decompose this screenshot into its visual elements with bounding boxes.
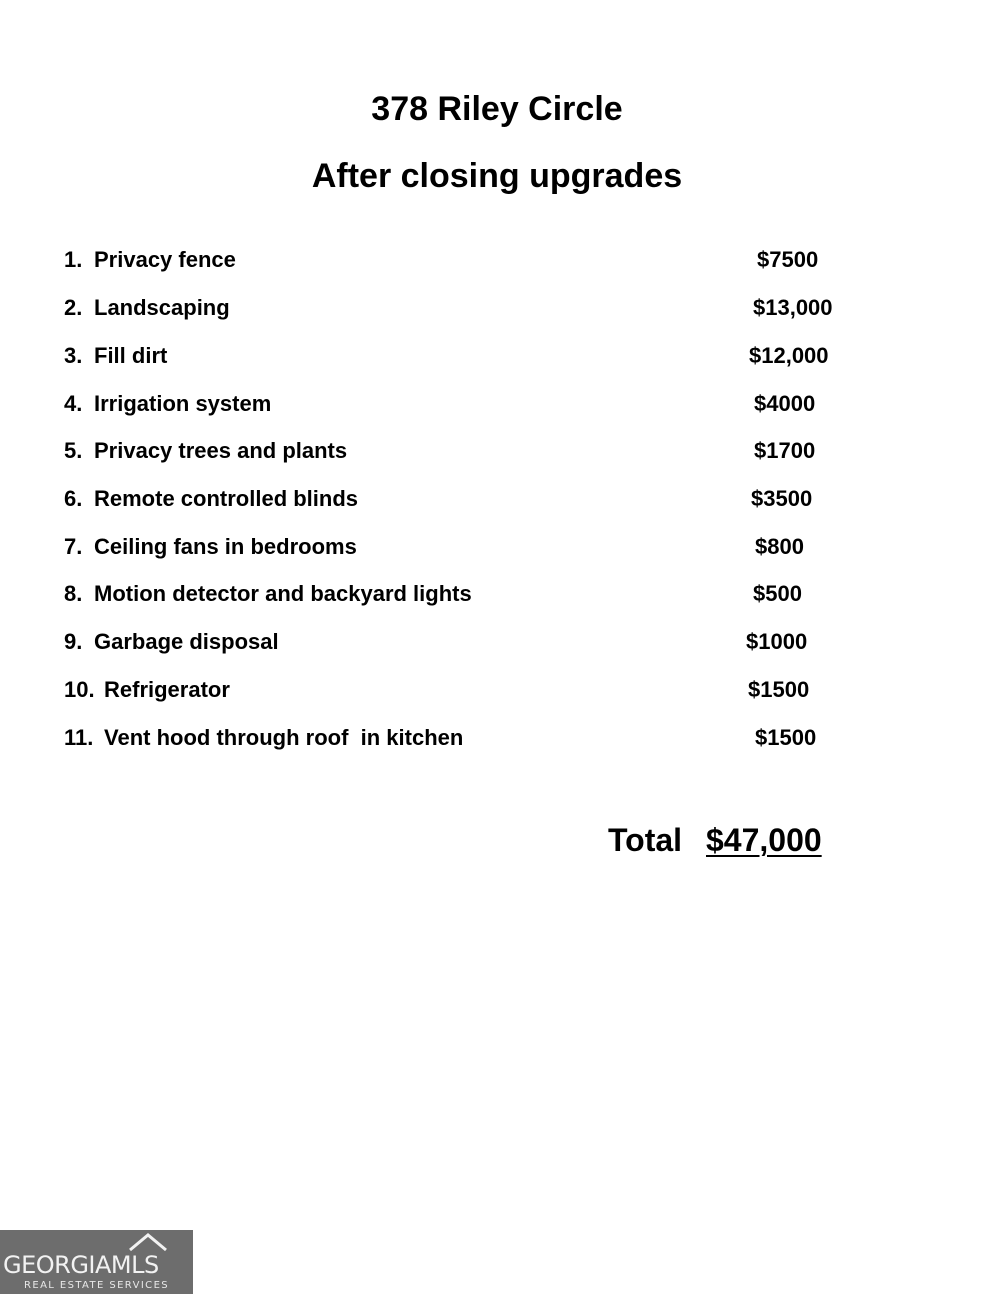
logo-subtext: REAL ESTATE SERVICES (24, 1280, 170, 1291)
item-label: Motion detector and backyard lights (94, 581, 472, 606)
georgia-mls-logo (0, 1230, 193, 1294)
item-number: 9. (64, 629, 83, 654)
item-price: $1000 (746, 629, 808, 654)
item-number: 11. (64, 725, 94, 750)
item-price: $7500 (757, 247, 819, 272)
item-label: Privacy fence (94, 247, 236, 272)
logo-text: GEORGIAMLS (3, 1251, 159, 1279)
list-item (0, 288, 1000, 328)
list-item (0, 670, 1000, 710)
list-item (0, 431, 1000, 471)
item-number: 3. (64, 343, 83, 368)
item-number: 5. (64, 438, 83, 463)
item-price: $800 (755, 534, 804, 559)
item-label: Refrigerator (104, 677, 230, 702)
list-item (0, 574, 1000, 614)
item-price: $12,000 (749, 343, 829, 368)
list-item (0, 622, 1000, 662)
list-item (0, 479, 1000, 519)
house-roof-icon (128, 1232, 168, 1252)
total-value: $47,000 (706, 822, 822, 858)
item-label: Garbage disposal (94, 629, 279, 654)
item-price: $13,000 (753, 295, 833, 320)
item-price: $500 (753, 581, 802, 606)
item-number: 7. (64, 534, 83, 559)
list-item (0, 240, 1000, 280)
item-price: $4000 (754, 391, 816, 416)
total-label: Total (608, 822, 683, 858)
item-number: 6. (64, 486, 83, 511)
item-number: 8. (64, 581, 83, 606)
item-number: 1. (64, 247, 83, 272)
item-price: $3500 (751, 486, 813, 511)
item-label: Irrigation system (94, 391, 272, 416)
list-item (0, 384, 1000, 424)
item-label: Vent hood through roof in kitchen (104, 725, 464, 750)
document-title: 378 Riley Circle (371, 90, 623, 128)
document-subtitle: After closing upgrades (311, 157, 683, 195)
list-item (0, 718, 1000, 758)
item-number: 10. (64, 677, 95, 702)
item-price: $1700 (754, 438, 816, 463)
item-price: $1500 (748, 677, 810, 702)
item-label: Privacy trees and plants (94, 438, 348, 463)
item-label: Ceiling fans in bedrooms (94, 534, 357, 559)
item-label: Landscaping (94, 295, 230, 320)
list-item (0, 336, 1000, 376)
item-label: Remote controlled blinds (94, 486, 359, 511)
item-label: Fill dirt (94, 343, 168, 368)
item-number: 4. (64, 391, 83, 416)
list-item (0, 527, 1000, 567)
item-number: 2. (64, 295, 83, 320)
item-price: $1500 (755, 725, 817, 750)
